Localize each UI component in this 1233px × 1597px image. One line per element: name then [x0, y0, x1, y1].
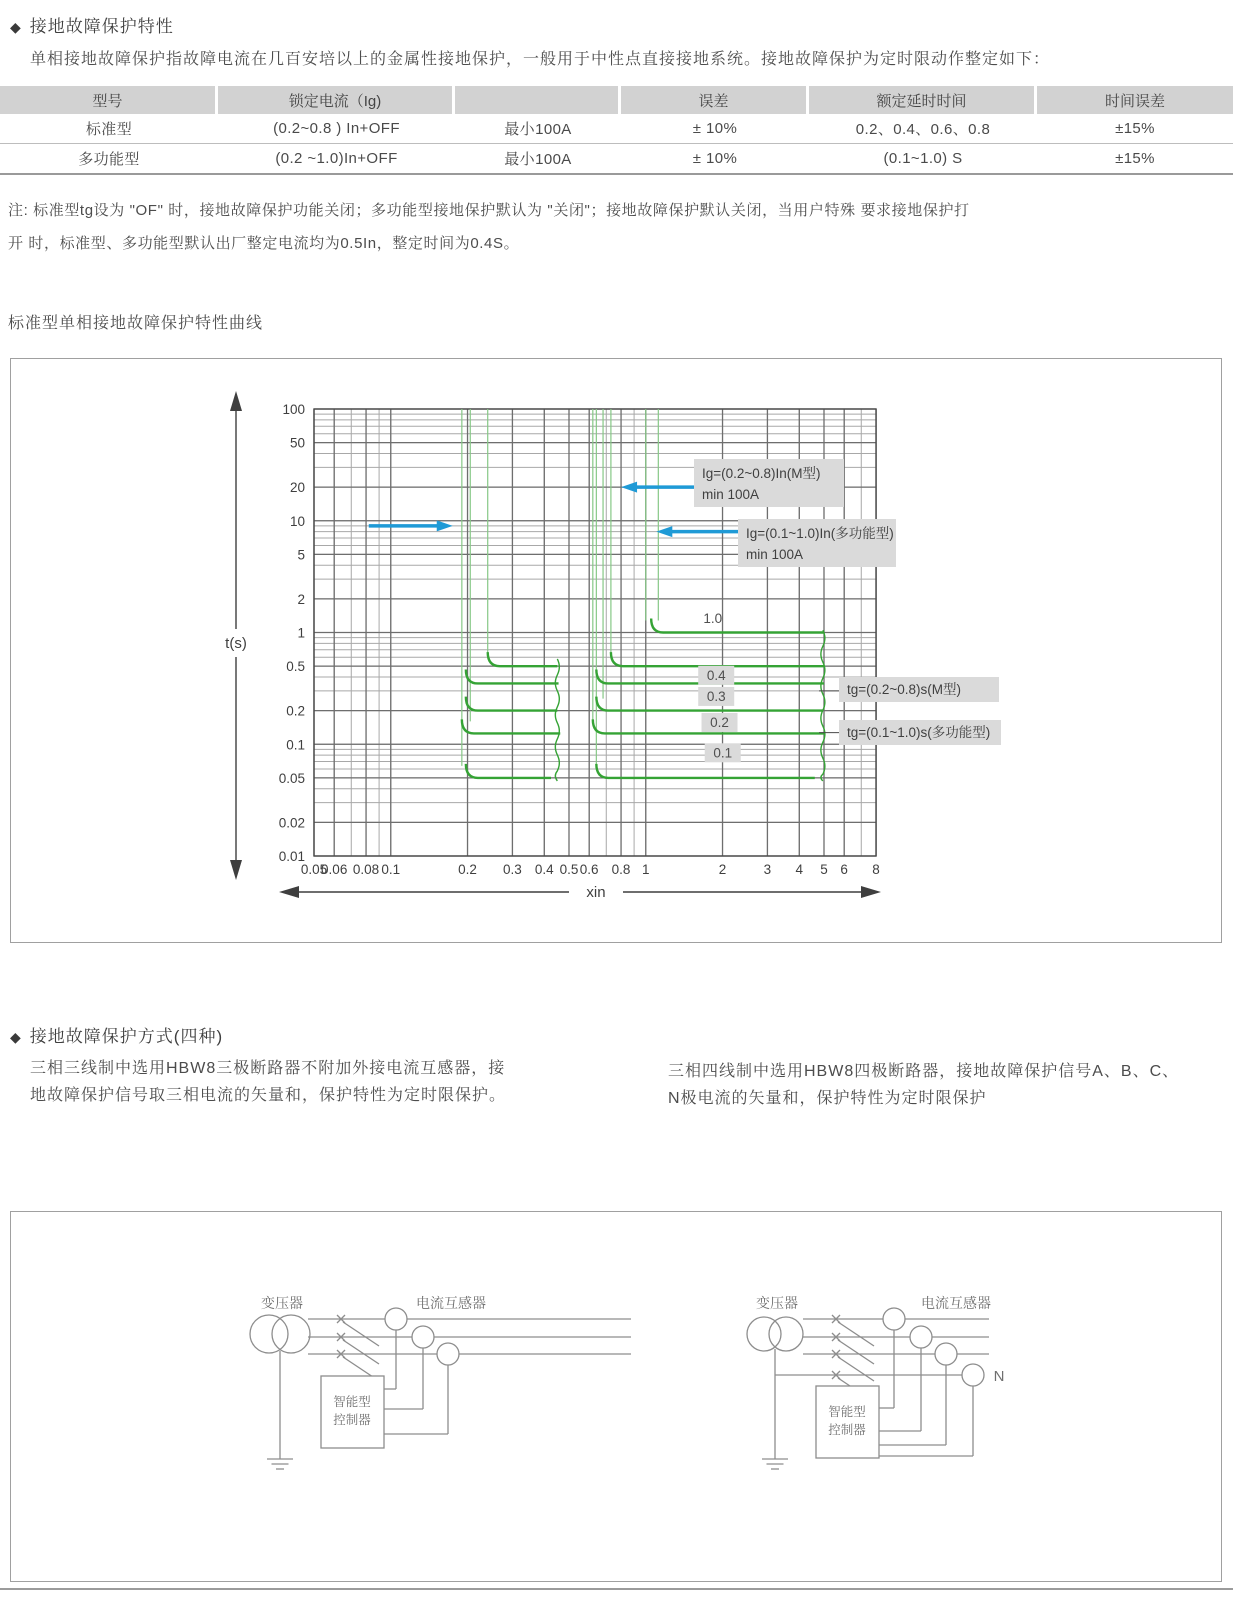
- curve-label-0.1: [705, 743, 741, 762]
- wiring-diagram-3-wire: [250, 1295, 631, 1469]
- svg-text:0.2: 0.2: [710, 714, 729, 730]
- svg-text:0.05: 0.05: [278, 770, 305, 786]
- table-header-cell-2: [455, 86, 621, 114]
- svg-text:控制器: 控制器: [828, 1423, 866, 1437]
- svg-text:min 100A: min 100A: [746, 547, 804, 562]
- svg-text:0.2: 0.2: [458, 862, 477, 877]
- svg-text:0.5: 0.5: [286, 659, 305, 675]
- table-cell: ±15%: [1115, 120, 1155, 137]
- svg-text:1: 1: [297, 625, 305, 641]
- x-axis-label: xin: [586, 884, 606, 901]
- transformer-label: 变压器: [756, 1295, 798, 1311]
- section2-header: [10, 1022, 223, 1047]
- curve-family-0: [462, 409, 560, 781]
- svg-text:100: 100: [282, 402, 305, 417]
- table-cell: 0.2、0.4、0.6、0.8: [855, 121, 991, 138]
- svg-text:0.4: 0.4: [534, 862, 554, 877]
- current-transformer-icon: [412, 1326, 434, 1348]
- note-block: [8, 194, 1223, 260]
- svg-text:0.6: 0.6: [579, 862, 599, 877]
- current-transformer-icon: [935, 1343, 957, 1365]
- svg-text:0.2: 0.2: [286, 703, 305, 719]
- svg-text:5: 5: [297, 547, 305, 563]
- ct-label: 电流互感器: [416, 1295, 486, 1311]
- transformer-coil-2: [769, 1317, 803, 1351]
- svg-text:2: 2: [297, 591, 305, 607]
- blue-arrowhead-icon: [621, 482, 637, 493]
- svg-text:20: 20: [289, 480, 305, 496]
- svg-text:4: 4: [795, 862, 804, 877]
- current-transformer-icon: [910, 1326, 932, 1348]
- table-cell: (0.2~0.8 ) In+OFF: [273, 120, 400, 137]
- svg-text:0.4: 0.4: [706, 667, 726, 683]
- svg-text:1: 1: [642, 862, 650, 877]
- controller-box: [816, 1386, 879, 1458]
- transformer-label: 变压器: [261, 1295, 303, 1311]
- section1-header: [10, 12, 174, 37]
- table-cell: ± 10%: [692, 120, 738, 137]
- chart-panel: [10, 358, 1222, 943]
- blue-arrowhead-icon: [437, 520, 453, 531]
- method-paragraph-right: 三相四线制中选用HBW8四极断路器，接地故障保护信号A、B、C、N极电流的矢量和，保护特性为定时限保护: [668, 1063, 1180, 1107]
- svg-text:Ig=(0.2~0.8)In(M型): Ig=(0.2~0.8)In(M型): [702, 466, 821, 481]
- table-header-cell-1: 锁定电流（Ig): [218, 86, 455, 114]
- svg-text:5: 5: [820, 862, 828, 877]
- svg-text:0.1: 0.1: [381, 862, 401, 877]
- wiring-diagram-4-wire: [747, 1295, 1004, 1469]
- svg-text:tg=(0.1~1.0)s(多功能型): tg=(0.1~1.0)s(多功能型): [847, 725, 991, 740]
- svg-text:1.0: 1.0: [703, 611, 723, 627]
- svg-text:50: 50: [289, 435, 305, 451]
- current-transformer-icon: [962, 1364, 984, 1386]
- svg-text:0.01: 0.01: [278, 849, 305, 864]
- method-paragraph-left: 三相三线制中选用HBW8三极断路器不附加外接电流互感器，接地故障保护信号取三相电流的矢量和，保护特性为定时限保护。: [30, 1060, 507, 1104]
- table-cell: ±15%: [1115, 150, 1155, 167]
- table-header-cell-5: 时间误差: [1037, 86, 1233, 114]
- svg-text:0.5: 0.5: [559, 862, 579, 877]
- svg-text:0.3: 0.3: [503, 862, 522, 877]
- table-row: [0, 114, 1233, 144]
- section1-title: 接地故障保护特性: [29, 17, 174, 36]
- ct-label: 电流互感器: [921, 1295, 991, 1311]
- current-transformer-icon: [385, 1308, 407, 1330]
- table-header-cell-0: 型号: [0, 86, 218, 114]
- svg-text:0.1: 0.1: [286, 737, 305, 753]
- trip-curve-chart: [11, 359, 1221, 942]
- page-bottom-rule: [0, 1588, 1233, 1590]
- svg-text:2: 2: [718, 862, 727, 877]
- annotation-ig-m: [694, 459, 844, 507]
- svg-text:0.8: 0.8: [611, 862, 631, 877]
- table-cell: 最小100A: [504, 121, 572, 138]
- table-cell: ± 10%: [692, 150, 738, 167]
- curve-label-0.3: [698, 687, 734, 706]
- section2-title: 接地故障保护方式(四种): [29, 1027, 224, 1046]
- current-transformer-icon: [437, 1343, 459, 1365]
- svg-text:智能型: 智能型: [828, 1405, 866, 1419]
- current-transformer-icon: [883, 1308, 905, 1330]
- transformer-coil-2: [272, 1315, 310, 1353]
- spec-table-body: [0, 114, 1233, 175]
- neutral-label: N: [993, 1368, 1005, 1385]
- svg-text:0.1: 0.1: [713, 745, 733, 761]
- svg-text:0.3: 0.3: [706, 688, 726, 704]
- svg-text:0.08: 0.08: [352, 862, 380, 877]
- svg-text:0.02: 0.02: [278, 815, 305, 831]
- table-header-cell-3: 误差: [621, 86, 809, 114]
- svg-text:3: 3: [763, 862, 772, 877]
- svg-text:Ig=(0.1~1.0)In(多功能型): Ig=(0.1~1.0)In(多功能型): [746, 526, 894, 541]
- curve-label-1.0: [703, 611, 722, 626]
- curve-label-0.2: [702, 713, 738, 732]
- svg-text:0.06: 0.06: [321, 862, 348, 877]
- diamond-bullet-icon: ◆: [10, 1029, 22, 1045]
- table-cell: 多功能型: [78, 151, 140, 168]
- table-row: [0, 144, 1233, 175]
- annotation-ig-multi: [738, 519, 896, 567]
- table-cell: 最小100A: [504, 151, 572, 168]
- chart-title: 标准型单相接地故障保护特性曲线: [8, 315, 264, 332]
- svg-text:智能型: 智能型: [333, 1395, 371, 1409]
- note-line-2: 开 时，标准型、多功能型默认出厂整定电流均为0.5In，整定时间为0.4S。: [8, 235, 520, 252]
- spec-table-header-row: [0, 86, 1233, 114]
- note-line-1: 注: 标准型tg设为 "OF" 时，接地故障保护功能关闭；多功能型接地保护默认为 "关闭"；接地故障保护默认关闭，当用户特殊 要求接地保护打: [8, 202, 970, 219]
- table-cell: 标准型: [85, 121, 133, 138]
- spec-table: [0, 86, 1233, 175]
- svg-text:6: 6: [840, 862, 848, 877]
- y-axis-label: t(s): [225, 635, 247, 652]
- curve-label-0.4: [698, 666, 734, 685]
- intro-paragraph: 单相接地故障保护指故障电流在几百安培以上的金属性接地保护，一般用于中性点直接接地系统。接地故障保护为定时限动作整定如下：: [30, 51, 1051, 68]
- wiring-diagram-panel: [10, 1211, 1222, 1582]
- svg-text:10: 10: [289, 513, 305, 529]
- svg-text:0.05: 0.05: [300, 862, 328, 877]
- annotation-tg-m: [819, 677, 999, 702]
- table-header-cell-4: 额定延时时间: [809, 86, 1037, 114]
- controller-box: [321, 1376, 384, 1448]
- svg-text:min 100A: min 100A: [702, 487, 760, 502]
- svg-text:控制器: 控制器: [333, 1413, 371, 1427]
- table-cell: (0.2 ~1.0)In+OFF: [275, 150, 398, 167]
- diamond-bullet-icon: ◆: [10, 19, 22, 35]
- svg-text:8: 8: [872, 862, 880, 877]
- annotation-tg-multi: [819, 720, 1001, 745]
- transformer-coil-1: [747, 1317, 781, 1351]
- transformer-coil-1: [250, 1315, 288, 1353]
- svg-text:tg=(0.2~0.8)s(M型): tg=(0.2~0.8)s(M型): [847, 682, 962, 697]
- table-cell: (0.1~1.0) S: [883, 150, 963, 167]
- wiring-diagrams: [11, 1212, 1221, 1581]
